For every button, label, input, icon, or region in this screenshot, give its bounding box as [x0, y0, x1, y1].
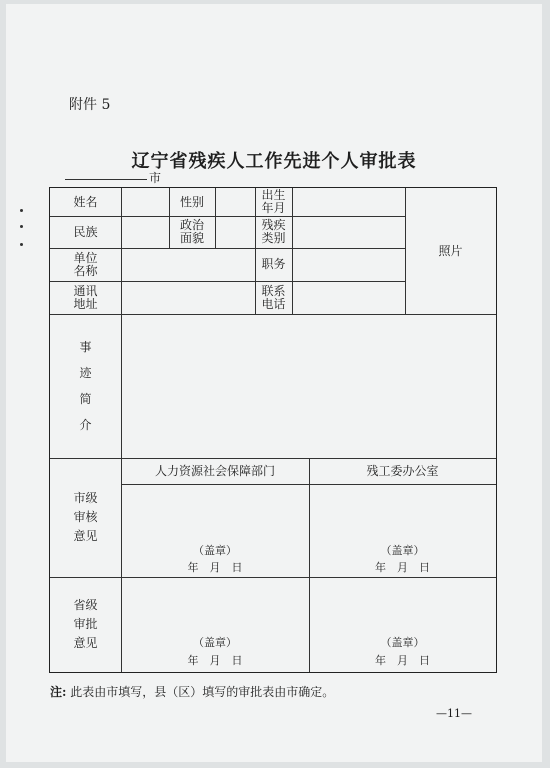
- seal-label: （盖章）: [193, 636, 237, 649]
- city-suffix: 市: [149, 171, 162, 185]
- disability-label-line1: 残疾: [261, 218, 286, 232]
- photo-box[interactable]: 照片: [438, 243, 463, 258]
- birth-field[interactable]: [292, 188, 405, 216]
- binding-hole-mark: [20, 243, 23, 246]
- form-title: 辽宁省残疾人工作先进个人审批表: [131, 151, 417, 172]
- date-label: 年 月 日: [187, 654, 243, 667]
- political-label-line1: 政治: [179, 218, 204, 232]
- seal-label: （盖章）: [193, 544, 237, 557]
- deeds-field[interactable]: [121, 314, 496, 458]
- deeds-label: [50, 314, 121, 458]
- phone-field[interactable]: [292, 281, 405, 314]
- disability-type-field[interactable]: [292, 216, 405, 248]
- phone-label-line2: 电话: [261, 296, 286, 311]
- address-label-line2: 地址: [73, 296, 98, 311]
- province-review-line: 审批: [73, 617, 98, 631]
- birth-label: [255, 188, 292, 216]
- deeds-char: 迹: [79, 366, 92, 380]
- attachment-label: 附件 5: [69, 97, 111, 113]
- phone-label: [255, 281, 292, 314]
- birth-label-line2: 年月: [261, 201, 286, 215]
- seal-label: （盖章）: [380, 636, 425, 649]
- disability-office-header: 残工委办公室: [366, 463, 439, 478]
- unit-label-line1: 单位: [73, 250, 98, 265]
- province-review-line: 省级: [73, 598, 98, 612]
- birth-label-line1: 出生: [261, 188, 286, 202]
- unit-label: [50, 248, 121, 281]
- binding-hole-mark: [20, 225, 23, 228]
- disability-label-line2: 类别: [261, 231, 286, 245]
- gender-label: 性别: [179, 194, 204, 209]
- city-review-line: 审核: [73, 510, 98, 524]
- disability-type-label: [255, 216, 292, 248]
- date-label: 年 月 日: [375, 561, 430, 574]
- city-blank-line: [65, 179, 147, 180]
- phone-label-line1: 联系: [261, 283, 286, 298]
- date-label: 年 月 日: [187, 561, 243, 574]
- date-label: 年 月 日: [375, 654, 430, 667]
- address-field[interactable]: [121, 281, 255, 314]
- city-review-label: [50, 458, 121, 577]
- footnote: [50, 683, 334, 700]
- approval-form-table: [49, 187, 497, 673]
- political-label-line2: 面貌: [179, 231, 204, 245]
- document-page: [6, 4, 542, 762]
- binding-hole-mark: [20, 209, 23, 212]
- city-review-line: 意见: [73, 529, 98, 543]
- deeds-char: 简: [79, 392, 92, 406]
- ethnicity-label: 民族: [73, 224, 98, 239]
- footnote-text: 此表由市填写，县（区）填写的审批表由市确定。: [70, 685, 335, 699]
- political-status-label: [169, 216, 215, 248]
- hr-department-header: 人力资源社会保障部门: [154, 463, 275, 478]
- political-status-field[interactable]: [215, 216, 255, 248]
- ethnicity-field[interactable]: [121, 216, 169, 248]
- unit-field[interactable]: [121, 248, 255, 281]
- name-label: 姓名: [73, 194, 98, 209]
- page-number: —11—: [436, 707, 472, 720]
- deeds-char: 介: [79, 418, 92, 432]
- province-review-line: 意见: [73, 636, 98, 650]
- deeds-char: 事: [79, 340, 92, 354]
- unit-label-line2: 名称: [73, 263, 98, 278]
- gender-field[interactable]: [215, 188, 255, 216]
- position-label: 职务: [261, 257, 286, 271]
- footnote-label: 注:: [50, 685, 67, 699]
- city-review-line: 市级: [73, 491, 98, 505]
- address-label: [50, 281, 121, 314]
- position-field[interactable]: [292, 248, 405, 281]
- name-field[interactable]: [121, 188, 169, 216]
- address-label-line1: 通讯: [73, 283, 98, 298]
- province-review-label: [50, 577, 121, 672]
- seal-label: （盖章）: [380, 544, 425, 557]
